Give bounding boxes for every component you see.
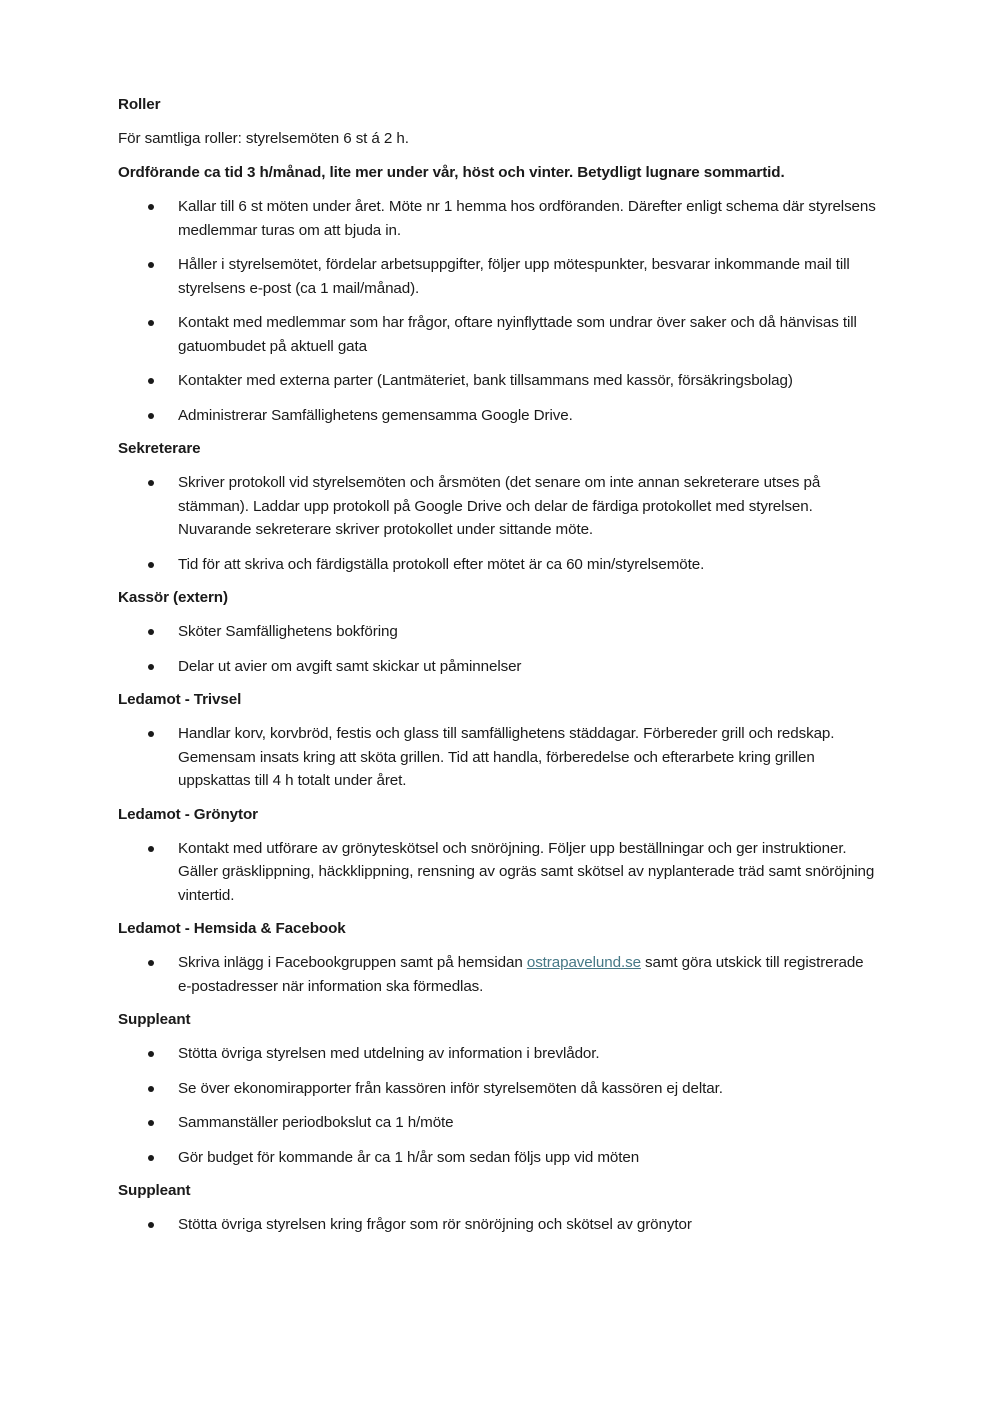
list-item: Administrerar Samfällighetens gemensamma Google Drive. xyxy=(118,404,878,428)
bullet-icon xyxy=(148,562,154,568)
list-item: Håller i styrelsemötet, fördelar arbetsuppgifter, följer upp mötespunkter, besvarar inkommande mail till styrelsens e-post (ca 1 mail/månad). xyxy=(118,253,878,300)
section-heading: Ordförande ca tid 3 h/månad, lite mer under vår, höst och vinter. Betydligt lugnare sommartid. xyxy=(118,164,785,181)
bullet-list xyxy=(118,471,878,576)
section-ordforande xyxy=(118,161,878,427)
bullet-icon xyxy=(148,262,154,268)
bullet-icon xyxy=(148,1222,154,1228)
list-item: Kontakter med externa parter (Lantmäteriet, bank tillsammans med kassör, försäkringsbolag) xyxy=(118,369,878,393)
list-item: Sammanställer periodbokslut ca 1 h/möte xyxy=(118,1111,878,1135)
section-heading: Kassör (extern) xyxy=(118,589,228,606)
list-item: Kallar till 6 st möten under året. Möte nr 1 hemma hos ordföranden. Därefter enligt schema där styrelsens medlemmar turas om att bjuda in. xyxy=(118,195,878,242)
section-ledamot-trivsel xyxy=(118,688,878,793)
list-item: Handlar korv, korvbröd, festis och glass till samfällighetens städdagar. Förbereder grill och redskap. Gemensam insats kring att sköta grillen. Tid att handla, förberedelse och efterarbete kring grillen uppskattas till 4 h totalt under året. xyxy=(118,722,878,793)
list-item: Kontakt med utförare av grönyteskötsel och snöröjning. Följer upp beställningar och ger instruktioner. Gäller gräsklippning, häckklippning, rensning av ogräs samt skötsel av nyplanterade träd samt snöröjning vintertid. xyxy=(118,837,878,908)
section-heading: Suppleant xyxy=(118,1011,191,1028)
document-page xyxy=(118,93,878,1247)
section-suppleant-1 xyxy=(118,1008,878,1169)
list-item: Skriva inlägg i Facebookgruppen samt på hemsidan ostrapavelund.se samt göra utskick till registrerade e-postadresser när information ska förmedlas. xyxy=(118,951,878,998)
bullet-icon xyxy=(148,480,154,486)
section-ledamot-hemsida xyxy=(118,917,878,998)
document-title: Roller xyxy=(118,96,161,113)
list-item: Gör budget för kommande år ca 1 h/år som sedan följs upp vid möten xyxy=(118,1146,878,1170)
section-suppleant-2 xyxy=(118,1179,878,1237)
bullet-list xyxy=(118,620,878,678)
bullet-list xyxy=(118,195,878,427)
section-ledamot-gronytor xyxy=(118,803,878,908)
bullet-icon xyxy=(148,731,154,737)
list-item: Se över ekonomirapporter från kassören inför styrelsemöten då kassören ej deltar. xyxy=(118,1077,878,1101)
list-item: Stötta övriga styrelsen kring frågor som rör snöröjning och skötsel av grönytor xyxy=(118,1213,878,1237)
bullet-icon xyxy=(148,629,154,635)
bullet-icon xyxy=(148,960,154,966)
bullet-icon xyxy=(148,1086,154,1092)
bullet-icon xyxy=(148,413,154,419)
bullet-list xyxy=(118,1213,878,1237)
bullet-icon xyxy=(148,664,154,670)
section-heading: Sekreterare xyxy=(118,440,201,457)
list-item: Stötta övriga styrelsen med utdelning av information i brevlådor. xyxy=(118,1042,878,1066)
section-heading: Ledamot - Hemsida & Facebook xyxy=(118,920,346,937)
bullet-icon xyxy=(148,1120,154,1126)
bullet-icon xyxy=(148,320,154,326)
bullet-icon xyxy=(148,846,154,852)
bullet-list xyxy=(118,837,878,908)
intro-text: För samtliga roller: styrelsemöten 6 st á 2 h. xyxy=(118,130,409,147)
section-heading: Ledamot - Grönytor xyxy=(118,805,258,823)
bullet-icon xyxy=(148,1051,154,1057)
list-item: Skriver protokoll vid styrelsemöten och årsmöten (det senare om inte annan sekreterare utses på stämman). Laddar upp protokoll på Google Drive och delar de färdiga protokollet med styrelsen. Nuvarande sekreterare skriver protokollet under sittande möte. xyxy=(118,471,878,542)
bullet-icon xyxy=(148,378,154,384)
section-kassor xyxy=(118,586,878,678)
bullet-list xyxy=(118,722,878,793)
section-heading: Ledamot - Trivsel xyxy=(118,691,242,708)
section-heading: Suppleant xyxy=(118,1182,191,1199)
list-item: Sköter Samfällighetens bokföring xyxy=(118,620,878,644)
list-item: Delar ut avier om avgift samt skickar ut påminnelser xyxy=(118,655,878,679)
bullet-icon xyxy=(148,1155,154,1161)
list-item: Tid för att skriva och färdigställa protokoll efter mötet är ca 60 min/styrelsemöte. xyxy=(118,553,878,577)
bullet-list xyxy=(118,1042,878,1169)
bullet-list xyxy=(118,951,878,998)
section-sekreterare xyxy=(118,437,878,576)
list-item: Kontakt med medlemmar som har frågor, oftare nyinflyttade som undrar över saker och då hänvisas till gatuombudet på aktuell gata xyxy=(118,311,878,358)
bullet-icon xyxy=(148,204,154,210)
website-link[interactable]: ostrapavelund.se xyxy=(526,954,641,971)
